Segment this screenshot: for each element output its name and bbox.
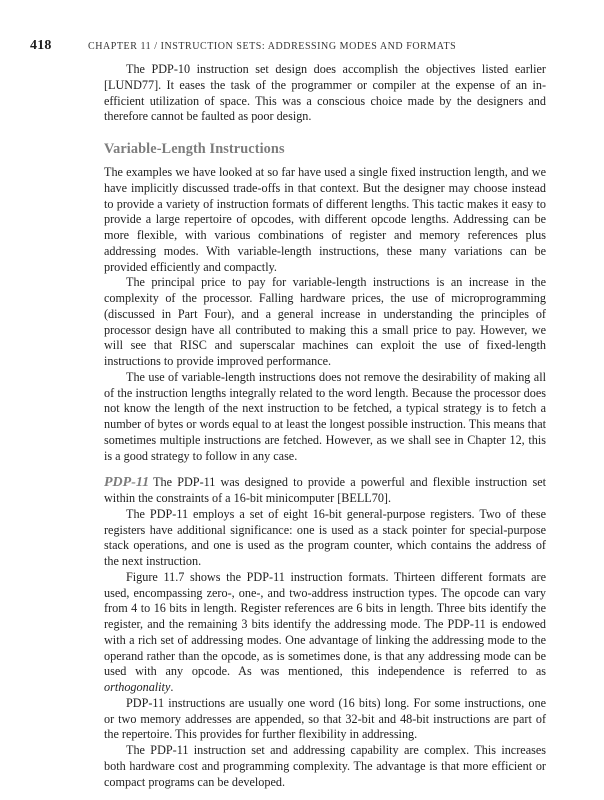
pdp11-lead-paragraph	[104, 475, 546, 507]
body-paragraph	[104, 570, 546, 696]
formats-text: Figure 11.7 shows the PDP-11 instruction formats. Thirteen different formats are used, encompassing zero-, one-, and two-address instruction types. The opcode can vary from 4 to 16 bits in length. Register references are 6 bits in length. Three bits identify the register, and the remaining 3 bits identify the addressing mode. The PDP-11 is endowed with a rich set of addressing modes. One advantage of linking the addressing mode to the operand rather than the opcode, as is sometimes done, is that any addressing mode can be used with any opcode. As was mentioned, this independence is referred to as	[104, 569, 546, 679]
orthogonality-term: orthogonality	[104, 680, 171, 694]
runin-heading: PDP-11	[104, 475, 150, 491]
body-paragraph: The examples we have looked at so far have used a single fixed instruction length, and we have implicitly discussed trade-offs in that context. But the designer may choose instead to provide a variety of instruction formats of different lengths. This tactic makes it easy to provide a large repertoire of opcodes, with different opcode lengths. Addressing can be more flexible, with various combinations of register and memory references plus addressing modes. With variable-length instructions, these many variations can be provided efficiently and compactly.	[104, 165, 546, 274]
pdp11-lead-text: The PDP-11 was designed to provide a powerful and flexible instruction set within the constraints of a 16-bit minicomputer [BELL70].	[104, 475, 546, 505]
body-paragraph: The PDP-11 instruction set and addressing capability are complex. This increases both hardware cost and programming complexity. The advantage is that more efficient or compact programs can be developed.	[104, 743, 546, 789]
sentence-end: .	[170, 680, 174, 694]
section-heading: Variable-Length Instructions	[104, 141, 285, 157]
page-header	[30, 38, 550, 58]
intro-paragraph: The PDP-10 instruction set design does accomplish the objectives listed earlier [LUND77]. It eases the task of the programmer or compiler at the expense of an inefficient utilization of space. This was a conscious choice made by the designers and therefore cannot be faulted as poor design.	[104, 62, 546, 124]
page-body	[104, 62, 546, 790]
body-paragraph: PDP-11 instructions are usually one word (16 bits) long. For some instructions, one or two memory addresses are appended, so that 32-bit and 48-bit instructions are part of the repertoire. This provides for further flexibility in addressing.	[104, 695, 546, 742]
body-paragraph: The PDP-11 employs a set of eight 16-bit general-purpose registers. Two of these registers have additional significance: one is used as a stack pointer for special-purpose stack operations, and one is used as the program counter, which contains the address of the next instruction.	[104, 506, 546, 568]
running-head: CHAPTER 11 / INSTRUCTION SETS: ADDRESSING MODES AND FORMATS	[88, 41, 457, 52]
body-paragraph: The principal price to pay for variable-length instructions is an increase in the complexity of the processor. Falling hardware prices, the use of microprogramming (discussed in Part Four), and a general increase in understanding the principles of processor design have all contributed to making this a small price to pay. However, we will see that RISC and superscalar machines can exploit the use of fixed-length instructions to provide improved performance.	[104, 275, 546, 368]
body-paragraph: The use of variable-length instructions does not remove the desirability of making all of the instruction lengths integrally related to the word length. Because the processor does not know the length of the next instruction to be fetched, a typical strategy is to fetch a number of bytes or words equal to at least the longest possible instruction. This means that sometimes multiple instructions are fetched. However, as we shall see in Chapter 12, this is a good strategy to follow in any case.	[104, 369, 546, 463]
page-number: 418	[30, 38, 52, 53]
